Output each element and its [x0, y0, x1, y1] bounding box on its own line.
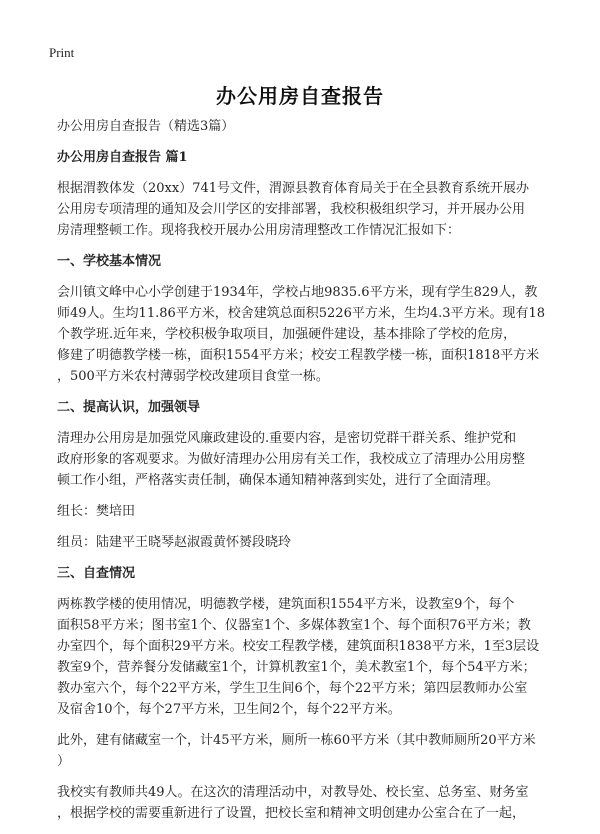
document-subtitle: 办公用房自查报告（精选3篇） — [57, 119, 235, 134]
paragraph-line: 顿工作小组，严格落实责任制，确保本通知精神落到实处，进行了全面清理。 — [57, 473, 500, 488]
team-members: 组员：陆建平王晓琴赵淑霞黄怀赟段晓玲 — [57, 535, 292, 550]
paragraph-line: 清理办公用房是加强党风廉政建设的.重要内容，是密切党群干群关系、维护党和 — [57, 431, 517, 446]
intro-paragraph — [57, 178, 547, 241]
paragraph-line: 教办室六个，每个22平方米，学生卫生间6个，每个22平方米；第四层教师办公室 — [57, 681, 528, 696]
storage-paragraph — [57, 730, 547, 772]
paragraph-line: 个教学班.近年来，学校积极争取项目，加强硬件建设，基本排除了学校的危房， — [57, 327, 517, 342]
print-link[interactable]: Print — [49, 45, 75, 60]
paragraph-line: 我校实有教师共49人。在这次的清理活动中，对教导处、校长室、总务室、财务室 — [57, 785, 529, 800]
team-leader: 组长：樊培田 — [57, 504, 136, 519]
document-body — [57, 114, 547, 834]
section-heading: 二、提高认识，加强领导 — [57, 400, 201, 415]
paragraph-line: ，根据学校的需要重新进行了设置，把校长室和精神文明创建办公室合在了一起， — [57, 806, 526, 821]
paragraph-line: ） — [57, 754, 71, 769]
paragraph-line: 面积58平方米；图书室1个、仪器室1个、多媒体教室1个、每个面积76平方米；教 — [57, 618, 531, 633]
section-heading: 一、学校基本情况 — [57, 254, 162, 269]
paragraph-line: 根据渭教体发（20xx）741号文件，渭源县教育体育局关于在全县教育系统开展办 — [57, 181, 530, 196]
paragraph-line: 教室9个，营养餐分发储藏室1个，计算机教室1个，美术教室1个，每个54平方米； — [57, 660, 536, 675]
paragraph-line: 修建了明德教学楼一栋，面积1554平方米；校安工程教学楼一栋，面积1818平方米 — [57, 348, 540, 363]
paragraph-line: 此外，建有储藏室一个，计45平方米，厕所一栋60平方米（其中教师厕所20平方米 — [57, 733, 536, 748]
section1-paragraph — [57, 282, 547, 387]
paragraph-line: 政府形象的客观要求。为做好清理办公用房有关工作，我校成立了清理办公用房整 — [57, 452, 526, 467]
paragraph-line: 两栋教学楼的使用情况，明德教学楼，建筑面积1554平方米，设教室9个，每个 — [57, 597, 515, 612]
teachers-paragraph — [57, 782, 547, 824]
section3-paragraph — [57, 594, 547, 720]
paragraph-line: ，500平方米农村薄弱学校改建项目食堂一栋。 — [57, 369, 329, 384]
article-heading: 办公用房自查报告 篇1 — [57, 150, 188, 165]
paragraph-line: 会川镇文峰中心小学创建于1934年，学校占地9835.6平方米，现有学生829人，教 — [57, 285, 538, 300]
paragraph-line: 及宿舍10个，每个27平方米，卫生间2个，每个22平方米。 — [57, 702, 401, 717]
section-heading: 三、自查情况 — [57, 566, 136, 581]
paragraph-line: 公用房专项清理的通知及会川学区的安排部署，我校积极组织学习，并开展办公用 — [57, 202, 526, 217]
paragraph-line: 办室四个，每个面积29平方米。校安工程教学楼，建筑面积1838平方米，1至3层设 — [57, 639, 540, 654]
paragraph-line: 房清理整顿工作。现将我校开展办公用房清理整改工作情况汇报如下： — [57, 223, 461, 238]
paragraph-line: 师49人。生均11.86平方米，校舍建筑总面积5226平方米，生均4.3平方米。现有18 — [57, 306, 546, 321]
document-title: 办公用房自查报告 — [216, 84, 384, 108]
section2-paragraph — [57, 428, 547, 491]
